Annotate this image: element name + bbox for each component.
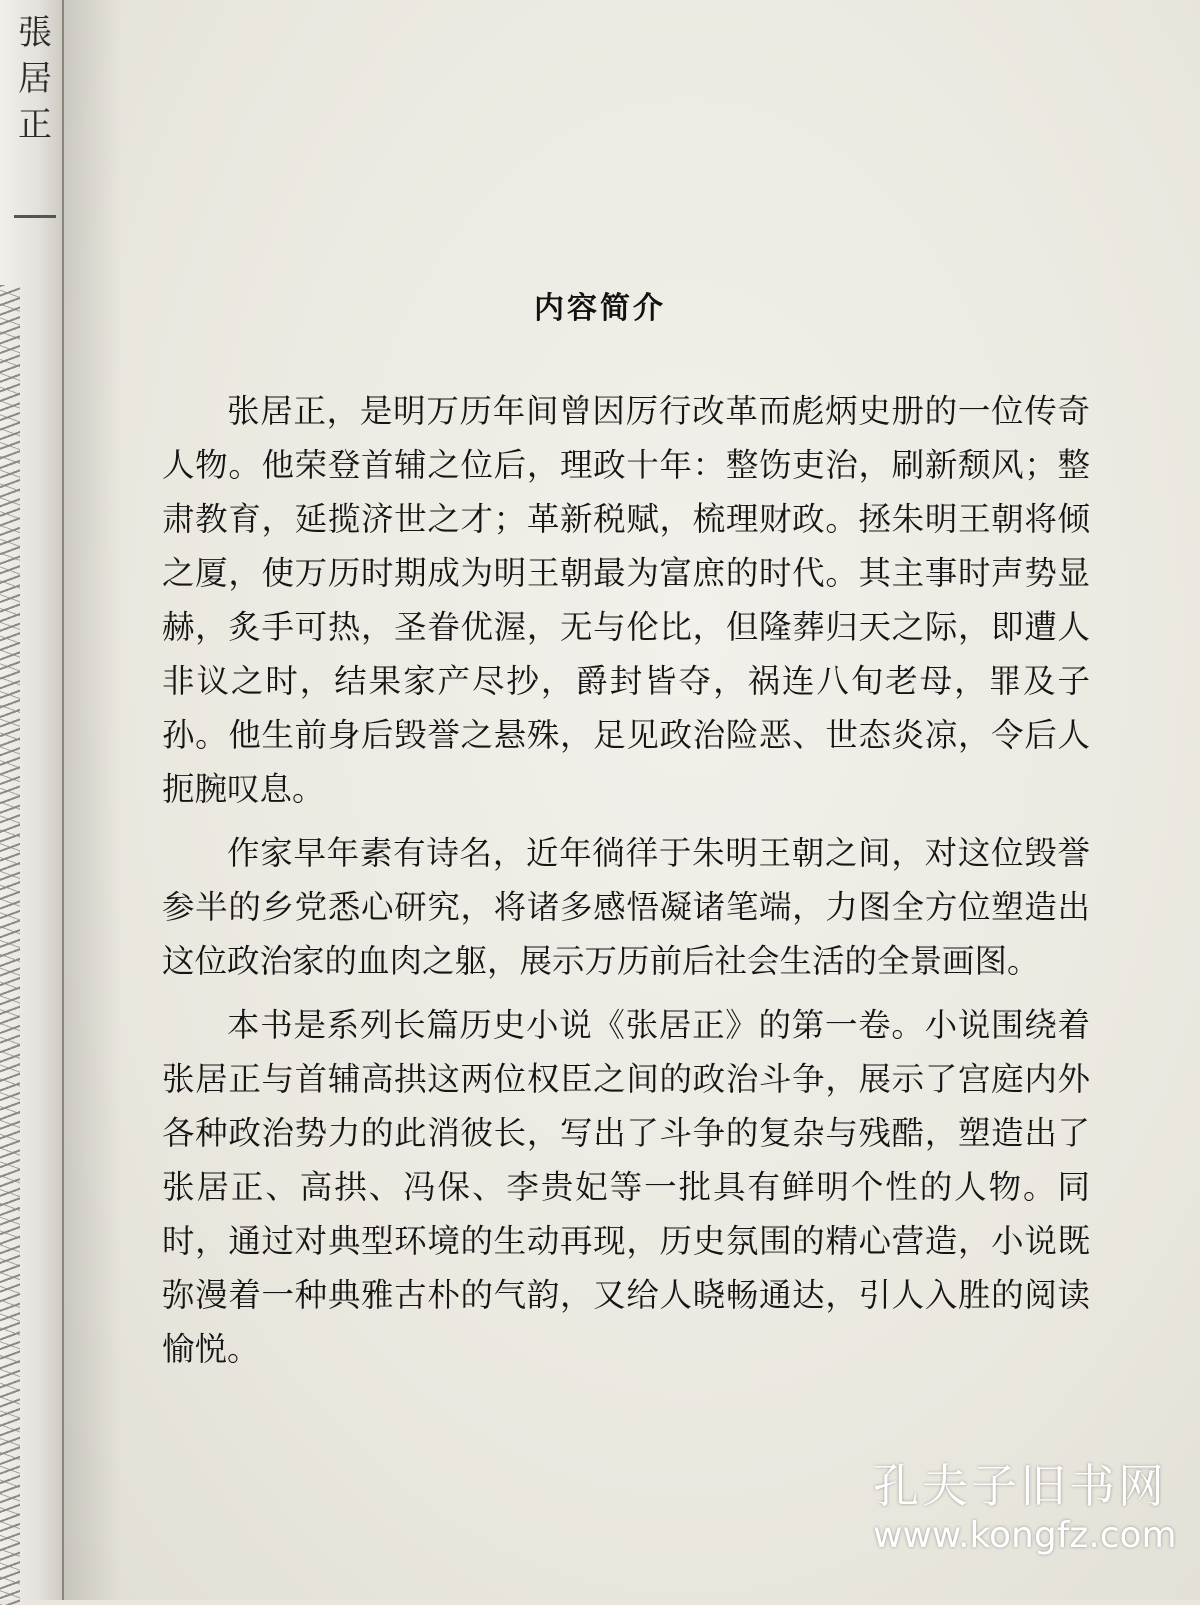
illustration-strip — [0, 285, 20, 1605]
watermark-logo: 孔夫子旧书网 — [873, 1459, 1167, 1513]
paragraph: 作家早年素有诗名，近年徜徉于朱明王朝之间，对这位毁誉参半的乡党悉心研究，将诸多感悟凝诸笔端，力图全方位塑造出这位政治家的血肉之躯，展示万历前后社会生活的全景画图。 — [162, 834, 1090, 980]
paragraph: 张居正，是明万历年间曾因厉行改革而彪炳史册的一位传奇人物。他荣登首辅之位后，理政十年：整饬吏治，刷新颓风；整肃教育，延揽济世之才；革新税赋，梳理财政。拯朱明王朝将倾之厦，使万历时期成为明王朝最为富庶的时代。其主事时声势显赫，炙手可热，圣眷优渥，无与伦比，但隆葬归天之际，即遭人非议之时，结果家产尽抄，爵封皆夺，祸连八旬老母，罪及子孙。他生前身后毁誉之悬殊，足见政治险恶、世态炎凉，令后人扼腕叹息。 — [162, 392, 1090, 808]
spine-char: 張 — [18, 13, 52, 53]
spine-title — [18, 10, 52, 148]
paragraph: 本书是系列长篇历史小说《张居正》的第一卷。小说围绕着张居正与首辅高拱这两位权臣之间的政治斗争，展示了宫庭内外各种政治势力的此消彼长，写出了斗争的复杂与残酷，塑造出了张居正、高拱、冯保、李贵妃等一批具有鲜明个性的人物。同时，通过对典型环境的生动再现，历史氛围的精心营造，小说既弥漫着一种典雅古朴的气韵，又给人晓畅通达，引人入胜的阅读愉悦。 — [162, 1006, 1090, 1368]
watermark-url: www.kongfz.com — [873, 1515, 1177, 1556]
gutter-shadow — [62, 0, 122, 1600]
adjacent-page-edge — [0, 0, 64, 1600]
spine-rule — [14, 215, 56, 218]
spine-char: 居 — [18, 59, 52, 99]
synopsis-body — [162, 384, 1090, 1386]
spine-char: 正 — [18, 105, 52, 145]
page-title: 内容简介 — [534, 291, 666, 326]
